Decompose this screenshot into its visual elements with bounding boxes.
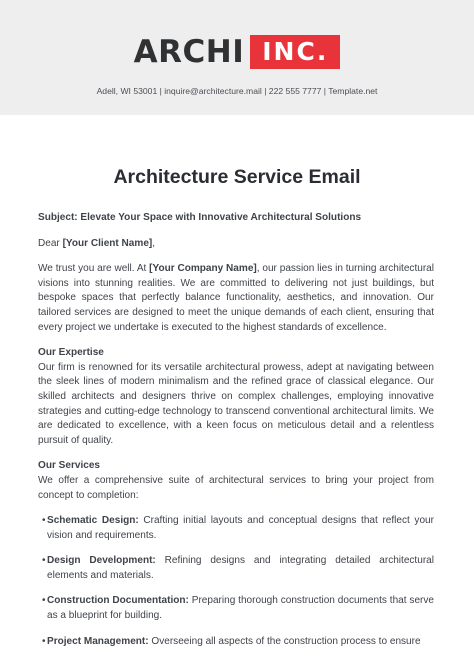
company-name-placeholder: [Your Company Name] — [149, 263, 257, 275]
bullet: • — [42, 515, 46, 527]
service-description: Refining designs and integrating detailed architectural elements and materials. — [47, 555, 434, 581]
intro-text: , our passion lies in turning architectural visions into stunning realities. We are committed to delivering not just buildings, but bespoke spaces that perfectly balance functionality, aesthetics, and innovation. Our tailored services are designed to meet the unique demands of each client, ensuring that every project we undertake is executed to the highest standards of excellence. — [38, 263, 434, 333]
contact-line: Adell, WI 53001 | inquire@architecture.mail | 222 555 7777 | Template.net — [96, 86, 378, 96]
services-heading: Our Services — [38, 460, 100, 472]
greeting-prefix: Dear — [38, 237, 63, 249]
list-item — [38, 635, 434, 650]
service-term: Project Management: — [47, 635, 149, 647]
expertise-heading: Our Expertise — [38, 347, 104, 359]
bullet: • — [42, 555, 46, 567]
company-logo — [0, 33, 474, 71]
letterhead — [0, 0, 474, 115]
greeting — [38, 237, 434, 252]
list-item — [38, 594, 434, 623]
intro-paragraph — [38, 262, 434, 335]
greeting-suffix: , — [152, 237, 156, 249]
logo-wordmark: ARCHI — [133, 34, 245, 70]
email-body — [38, 211, 434, 660]
bullet: • — [42, 635, 46, 647]
subject-line: Subject: Elevate Your Space with Innovative Architectural Solutions — [38, 212, 362, 223]
service-description: Crafting initial layouts and conceptual designs that reflect your vision and requirements. — [47, 515, 434, 541]
logo-badge: INC. — [250, 35, 340, 69]
list-item — [38, 554, 434, 583]
services-intro: We offer a comprehensive suite of architectural services to bring your project from concept to completion: — [38, 474, 434, 501]
expertise-paragraph: Our firm is renowned for its versatile architectural prowess, adept at navigating between the sleek lines of modern minimalism and the refined grace of classical elegance. Our skilled architects and designers thrive on complex challenges, employing innovative strategies and cutting-edge technology to transcend conventional architectural limits. We are dedicated to excellence, with a keen focus on meticulous detail and a relentless pursuit of quality. — [38, 361, 434, 446]
service-description: Overseeing all aspects of the construction process to ensure — [148, 635, 421, 647]
intro-prefix: We trust you are well. At — [38, 263, 150, 275]
services-list — [38, 514, 434, 649]
service-term: Construction Documentation: — [47, 595, 189, 607]
service-description: Preparing thorough construction documents that serve as a blueprint for building. — [47, 595, 434, 622]
document-title: Architecture Service Email — [113, 166, 361, 188]
service-term: Design Development: — [47, 555, 156, 567]
service-term: Schematic Design: — [47, 515, 139, 527]
list-item — [38, 514, 434, 543]
client-name-placeholder: [Your Client Name] — [62, 237, 153, 249]
bullet: • — [42, 595, 46, 607]
